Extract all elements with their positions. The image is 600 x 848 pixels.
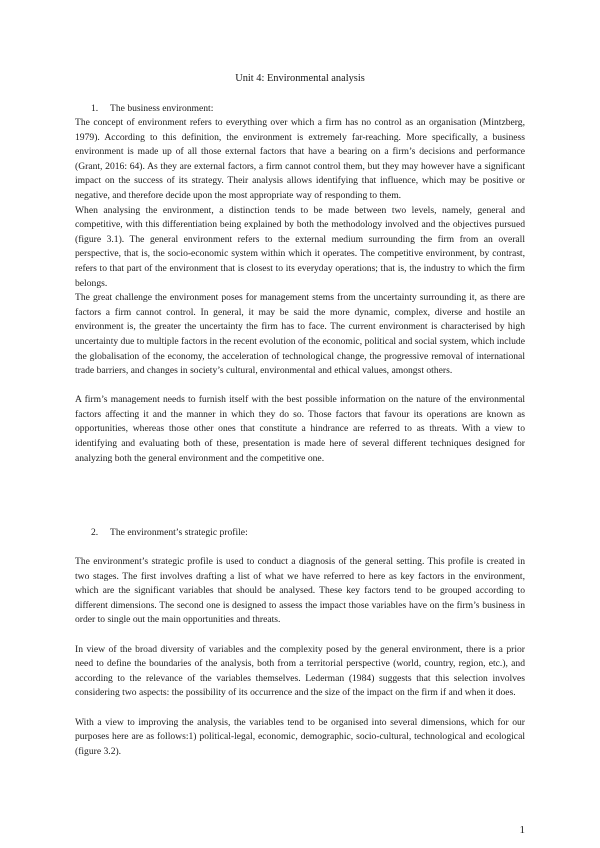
section-heading-text: The business environment: xyxy=(110,103,214,114)
section-2-body xyxy=(75,555,525,759)
section-heading-1 xyxy=(75,102,525,117)
paragraph: In view of the broad diversity of variables and the complexity posed by the general environment, there is a prior need to define the boundaries of the analysis, both from a territorial perspective (world, country, region, etc.), and according to the relevance of the variables themselves. Lederman (1984) suggests that this selection involves considering two aspects: the possibility of its occurrence and the size of the impact on the firm if and when it does. xyxy=(75,643,525,699)
paragraph: The great challenge the environment poses for management stems from the uncertainty surrounding it, as there are factors a firm cannot control. In general, it may be said the more dynamic, complex, diverse and hostile an environment is, the greater the uncertainty the firm has to face. The current environment is characterised by high uncertainty due to multiple factors in the recent evolution of the economic, political and social system, which include the globalisation of the economy, the acceleration of technological change, the progressive removal of international trade barriers, and changes in society’s cultural, environmental and ethical values, amongst others. xyxy=(75,292,525,377)
page-number: 1 xyxy=(519,824,525,836)
section-heading-text: The environment’s strategic profile: xyxy=(110,527,248,538)
section-heading-2 xyxy=(75,526,248,541)
paragraph: The environment’s strategic profile is used to conduct a diagnosis of the general setting. This profile is created in two stages. The first involves drafting a list of what we have referred to here as key factors in the environment, which are the significant variables that should be analysed. These key factors tend to be grouped according to different dimensions. The second one is designed to assess the impact those variables have on the firm’s business in order to single out the main opportunities and threats. xyxy=(75,556,525,626)
paragraph: The concept of environment refers to everything over which a firm has no control as an organisation (Mintzberg, 1979). According to this definition, the environment is extremely far-reaching. More specifically, a business environment is made up of all those external factors that have a bearing on a firm’s decisions and performance (Grant, 2016: 64). As they are external factors, a firm cannot control them, but they may however have a significant impact on the success of its strategy. Their analysis allows identifying that influence, which may be positive or negative, and therefore decide upon the most appropriate way of responding to them. xyxy=(75,117,525,201)
paragraph: When analysing the environment, a distinction tends to be made between two levels, namely, general and competitive, with this differentiation being explained by both the methodology involved and the objectives pursued (figure 3.1). The general environment refers to the external medium surrounding the firm from an overall perspective, that is, the socio-economic system within which it operates. The competitive environment, by contrast, refers to that part of the environment that is closest to its everyday operations; that is, the industry to which the firm belongs. xyxy=(75,204,525,289)
section-number: 2. xyxy=(91,527,99,538)
section-number: 1. xyxy=(91,103,99,114)
section-1-body xyxy=(75,116,525,466)
paragraph: A firm’s management needs to furnish itself with the best possible information on the nature of the environmental factors affecting it and the manner in which they do so. Those factors that favour its operations are known as opportunities, whereas those other ones that constitute a hindrance are referred to as threats. With a view to identifying and evaluating both of these, presentation is made here of several different techniques designed for analyzing both the general environment and the competitive one. xyxy=(75,394,525,464)
page-title: Unit 4: Environmental analysis xyxy=(235,73,365,84)
paragraph: With a view to improving the analysis, the variables tend to be organised into several dimensions, which for our purposes here are as follows:1) political-legal, economic, demographic, socio-cultural, technological and ecological (figure 3.2). xyxy=(75,716,525,757)
